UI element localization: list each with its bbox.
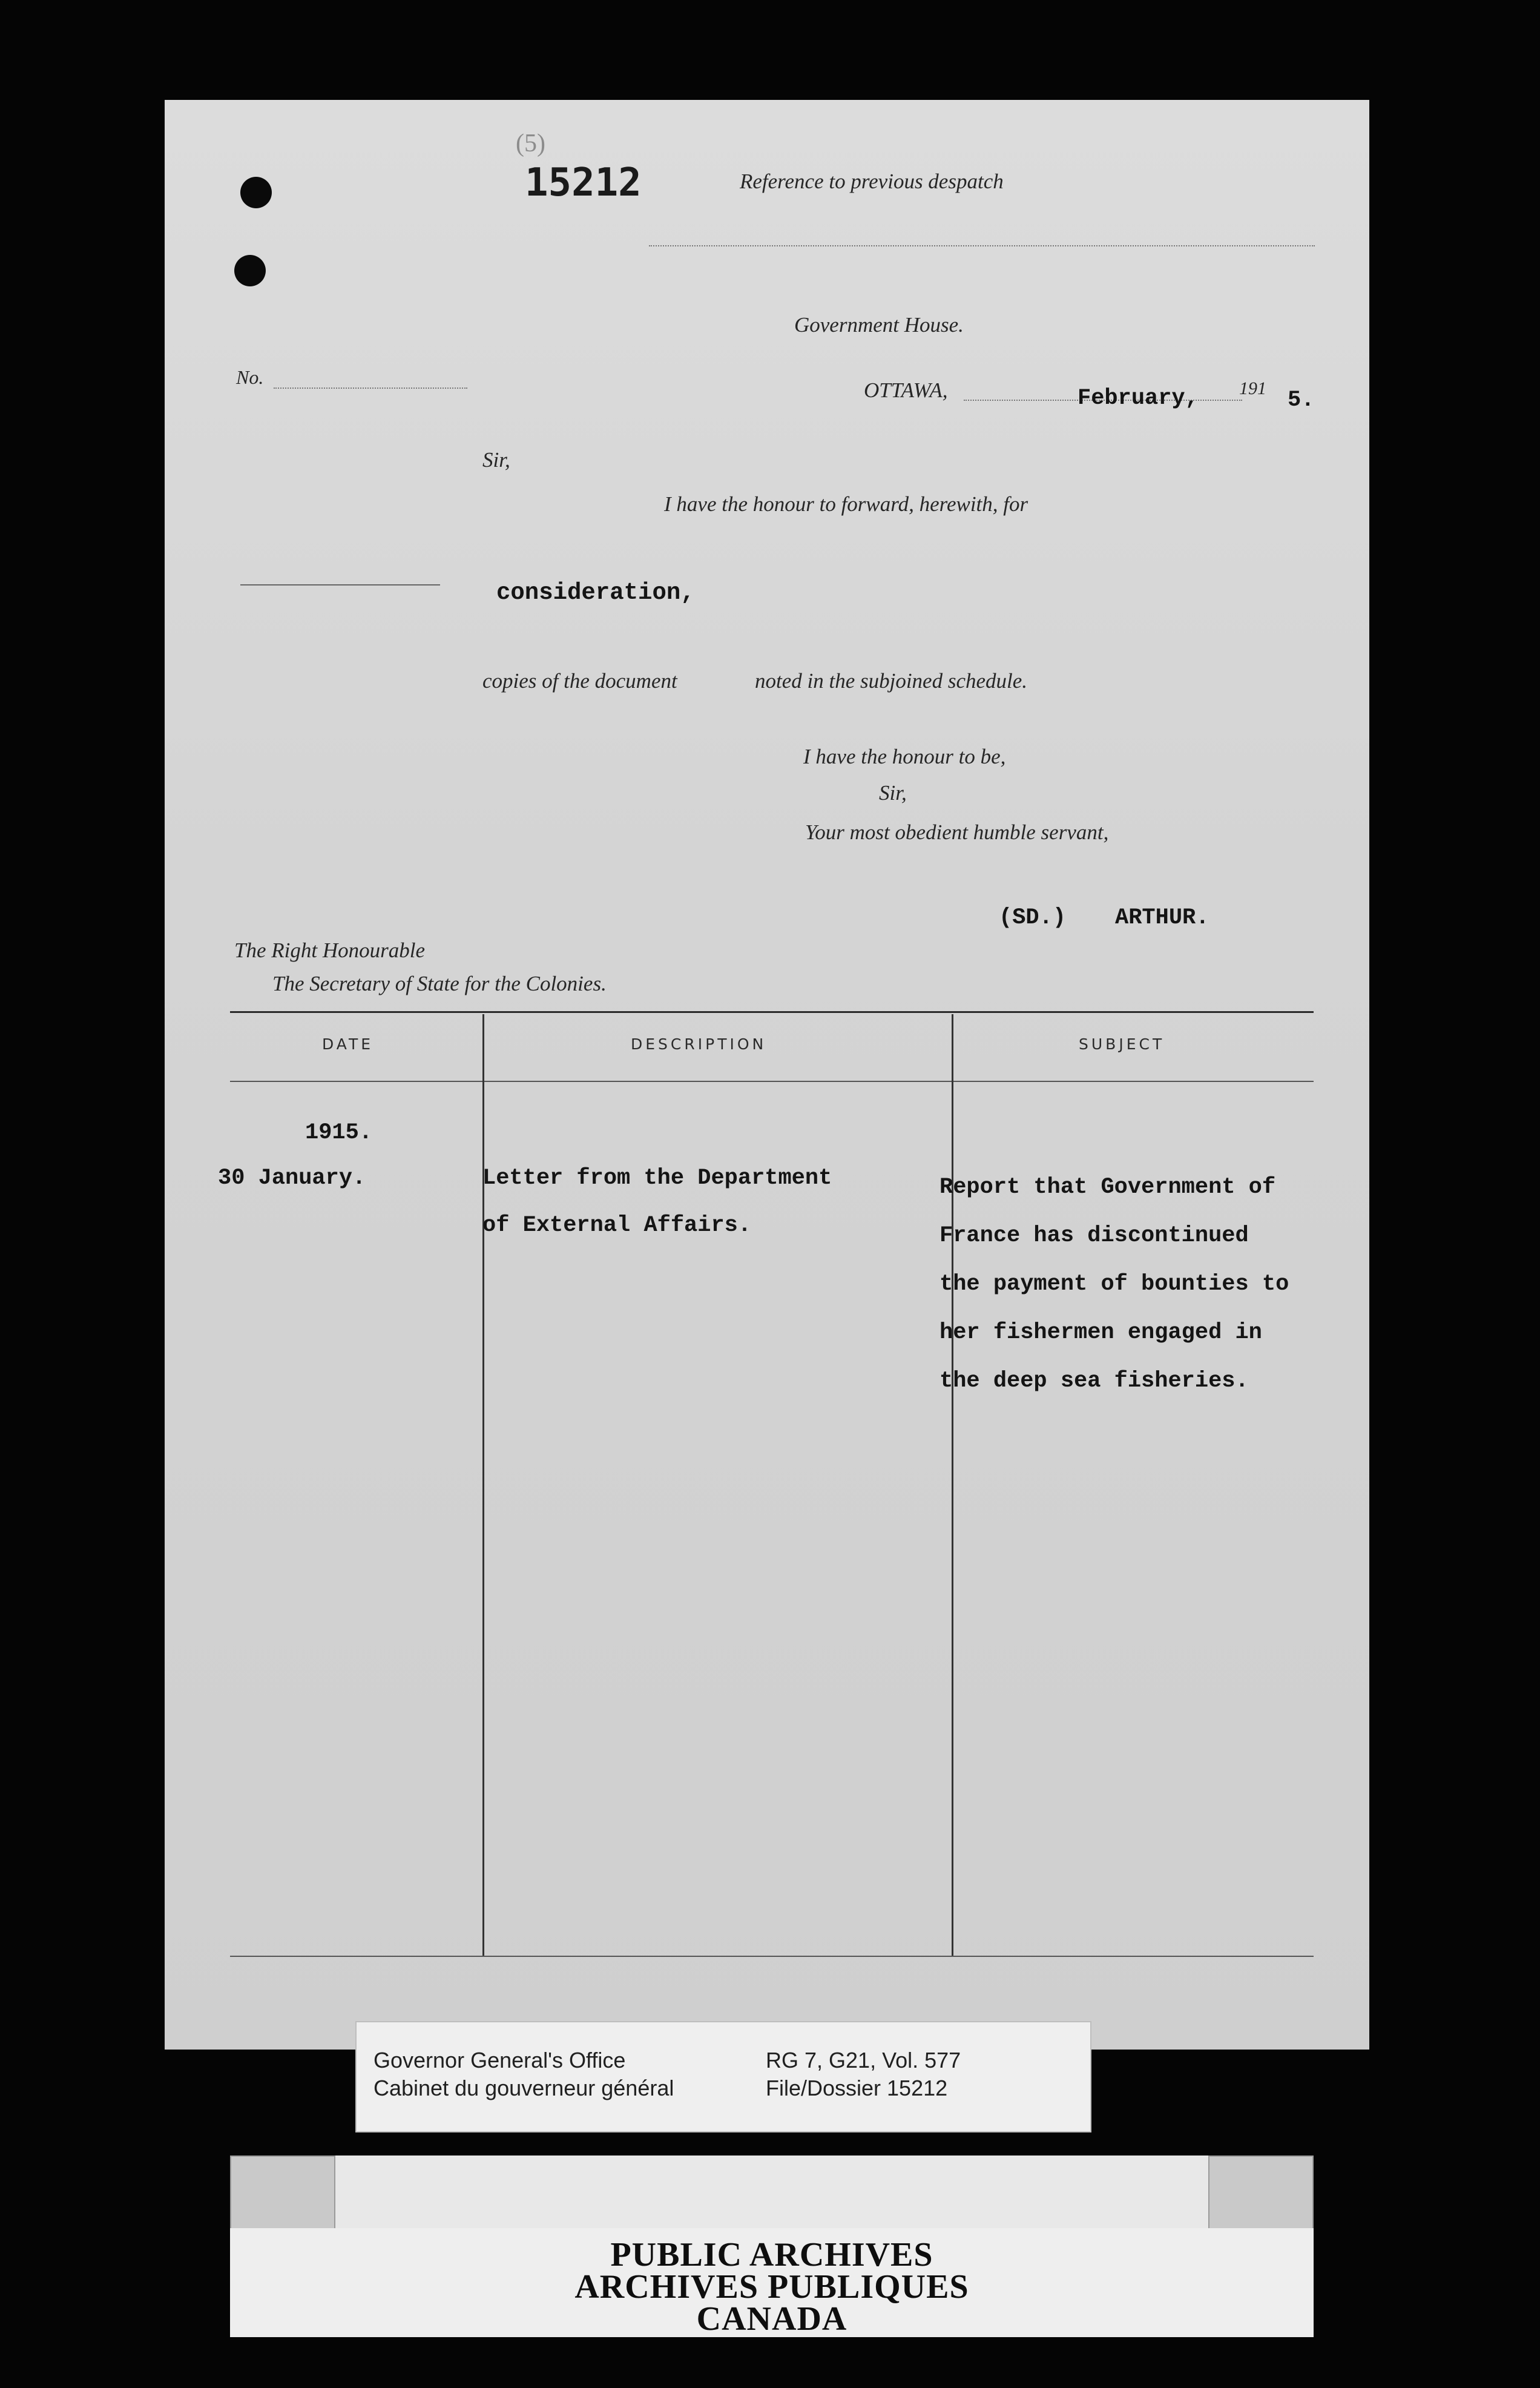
schedule-date: 30 January.	[218, 1166, 366, 1191]
blank-line	[240, 584, 440, 585]
faint-file-mark: (5)	[516, 130, 545, 157]
archives-line-3: CANADA	[696, 2300, 847, 2338]
column-header-description: DESCRIPTION	[631, 1035, 767, 1053]
header-rule	[649, 245, 1315, 246]
column-header-subject: SUBJECT	[1079, 1035, 1165, 1053]
addressee-office: The Secretary of State for the Colonies.	[272, 972, 607, 995]
signature-prefix: (SD.)	[999, 905, 1067, 931]
closing-sir: Sir,	[879, 781, 907, 805]
archive-reference: RG 7, G21, Vol. 577	[766, 2048, 961, 2073]
archive-file: File/Dossier 15212	[766, 2076, 948, 2100]
subject-line-3: the payment of bounties to	[939, 1272, 1289, 1297]
description-line-2: of External Affairs.	[482, 1213, 752, 1238]
archives-line-1: PUBLIC ARCHIVES	[610, 2236, 933, 2274]
addressee-title: The Right Honourable	[234, 938, 425, 962]
date-year-prefix: 191	[1239, 378, 1266, 398]
date-month: February,	[1078, 386, 1199, 411]
table-top-rule	[230, 1011, 1314, 1013]
purpose: consideration,	[496, 579, 695, 606]
table-divider-1	[482, 1014, 484, 1956]
origin-address: Government House.	[794, 313, 964, 337]
punch-hole-bottom	[234, 255, 266, 286]
body-line-copies-a: copies of the document	[482, 669, 677, 693]
city: OTTAWA,	[864, 378, 948, 402]
table-header-rule	[230, 1081, 1314, 1082]
body-line-copies-b: noted in the subjoined schedule.	[755, 669, 1028, 693]
description-line-1: Letter from the Department	[482, 1166, 832, 1191]
archive-reference-card	[355, 2021, 1091, 2132]
closing-honour: I have the honour to be,	[803, 745, 1006, 768]
subject-line-5: the deep sea fisheries.	[939, 1368, 1249, 1394]
file-number-stamp: 15212	[525, 160, 642, 205]
date-year-suffix: 5.	[1288, 388, 1315, 413]
signature: ARTHUR.	[1115, 905, 1209, 931]
table-bottom-rule	[230, 1956, 1314, 1957]
archive-band	[230, 2155, 1314, 2337]
office-french: Cabinet du gouverneur général	[373, 2076, 674, 2100]
schedule-year: 1915.	[305, 1120, 373, 1146]
subject-line-1: Report that Government of	[939, 1175, 1276, 1200]
header-reference-note: Reference to previous despatch	[740, 170, 1004, 193]
number-label: No.	[236, 366, 264, 388]
band-right-tab	[1208, 2155, 1314, 2237]
salutation: Sir,	[482, 448, 510, 472]
band-left-tab	[230, 2155, 335, 2237]
archives-line-2: ARCHIVES PUBLIQUES	[574, 2268, 969, 2306]
office-english: Governor General's Office	[373, 2048, 626, 2073]
punch-hole-top	[240, 177, 272, 208]
table-divider-2	[952, 1014, 953, 1956]
closing-servant: Your most obedient humble servant,	[805, 820, 1109, 844]
subject-line-2: France has discontinued	[939, 1223, 1249, 1248]
subject-line-4: her fishermen engaged in	[939, 1320, 1262, 1345]
column-header-date: DATE	[322, 1035, 374, 1053]
document-page	[165, 100, 1369, 2050]
number-line	[274, 388, 467, 389]
body-line-forward: I have the honour to forward, herewith, for	[664, 492, 1028, 516]
